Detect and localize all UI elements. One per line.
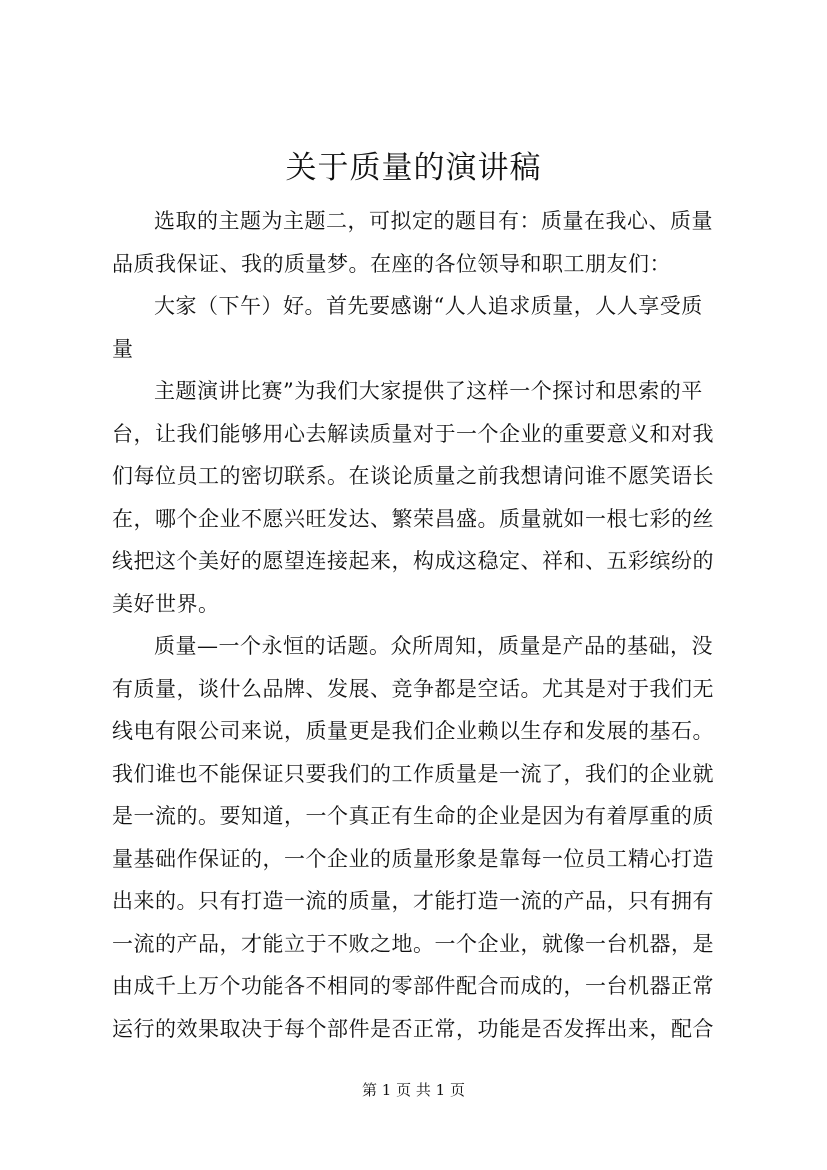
paragraph-intro: 选取的主题为主题二，可拟定的题目有：质量在我心、质量品质我保证、我的质量梦。在座的各位领导和职工朋友们： [112, 209, 713, 276]
paragraph-greeting: 大家（下午）好。首先要感谢“人人追求质量，人人享受质量 [112, 294, 703, 361]
paragraph-contest: 主题演讲比赛”为我们大家提供了这样一个探讨和思索的平台，让我们能够用心去解读质量对于一个企业的重要意义和对我们每位员工的密切联系。在谈论质量之前我想请问谁不愿笑语长在，哪个企业不愿兴旺发达、繁荣昌盛。质量就如一根七彩的丝线把这个美好的愿望连接起来，构成这稳定、祥和、五彩缤纷的美好世界。 [112, 379, 714, 616]
document-title: 关于质量的演讲稿 [285, 150, 542, 186]
paragraph-quality: 质量—一个永恒的话题。众所周知，质量是产品的基础，没有质量，谈什么品牌、发展、竞争都是空话。尤其是对于我们无线电有限公司来说，质量更是我们企业赖以生存和发展的基石。我们谁也不能保证只要我们的工作质量是一流了，我们的企业就是一流的。要知道，一个真正有生命的企业是因为有着厚重的质量基础作保证的，一个企业的质量形象是靠每一位员工精心打造出来的。只有打造一流的质量，才能打造一流的产品，只有拥有一流的产品，才能立于不败之地。一个企业，就像一台机器，是由成千上万个功能各不相同的零部件配合而成的，一台机器正常运行的效果取决于每个部件是否正常，功能是否发挥出来，配合 [112, 634, 714, 1041]
page-number-footer: 第 1 页 共 1 页 [362, 1081, 465, 1099]
document-body [112, 200, 722, 1050]
